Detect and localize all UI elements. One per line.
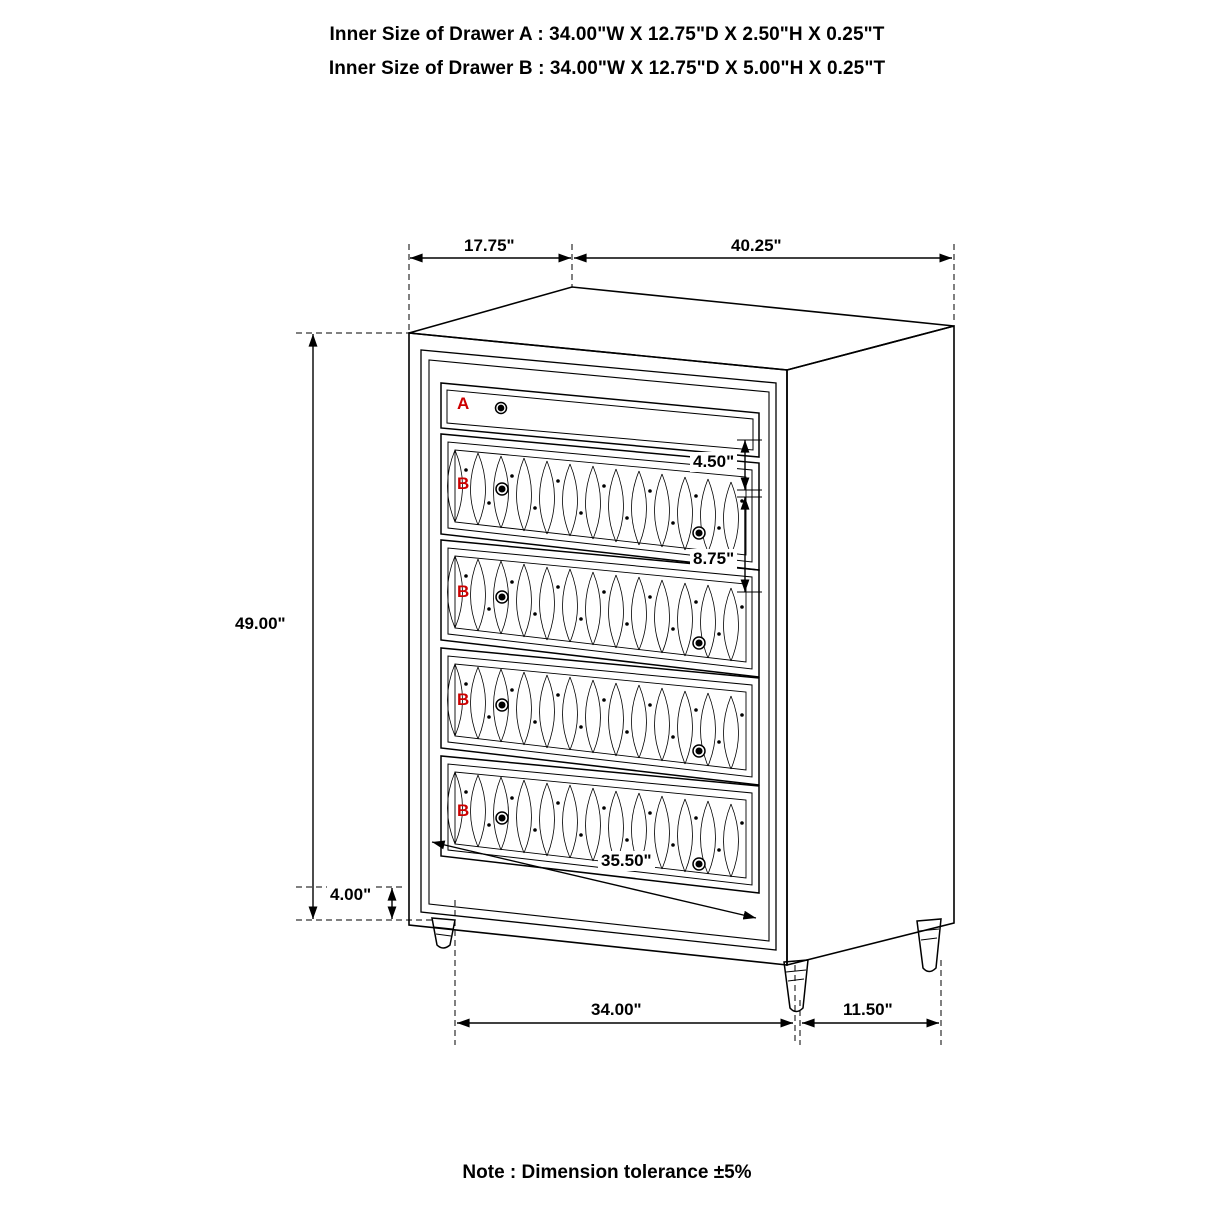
tolerance-note: Note : Dimension tolerance ±5% (462, 1162, 752, 1183)
drawer-b-3 (441, 648, 759, 785)
dim-front-width: 34.00" (588, 1000, 645, 1020)
drawer-label-b-1: B (457, 474, 470, 493)
dim-top-right: 40.25" (728, 236, 785, 256)
dim-leg-height: 4.00" (327, 885, 374, 905)
dim-drawer-a-height: 4.50" (690, 452, 737, 472)
dim-drawer-b-height: 8.75" (690, 549, 737, 569)
drawer-label-a: A (457, 394, 470, 413)
header-line-2: Inner Size of Drawer B : 34.00"W X 12.75"D X 5.00"H X 0.25"T (328, 58, 886, 79)
header-line-1: Inner Size of Drawer A : 34.00"W X 12.75"D X 2.50"H X 0.25"T (329, 24, 885, 45)
dim-diagonal: 35.50" (598, 851, 655, 871)
dim-top-left: 17.75" (461, 236, 518, 256)
drawer-b-4 (441, 756, 759, 893)
dim-total-height: 49.00" (232, 614, 289, 634)
drawer-label-b-4: B (457, 801, 470, 820)
dim-side-depth: 11.50" (840, 1000, 896, 1020)
drawer-label-b-2: B (457, 582, 470, 601)
drawer-label-b-3: B (457, 690, 470, 709)
